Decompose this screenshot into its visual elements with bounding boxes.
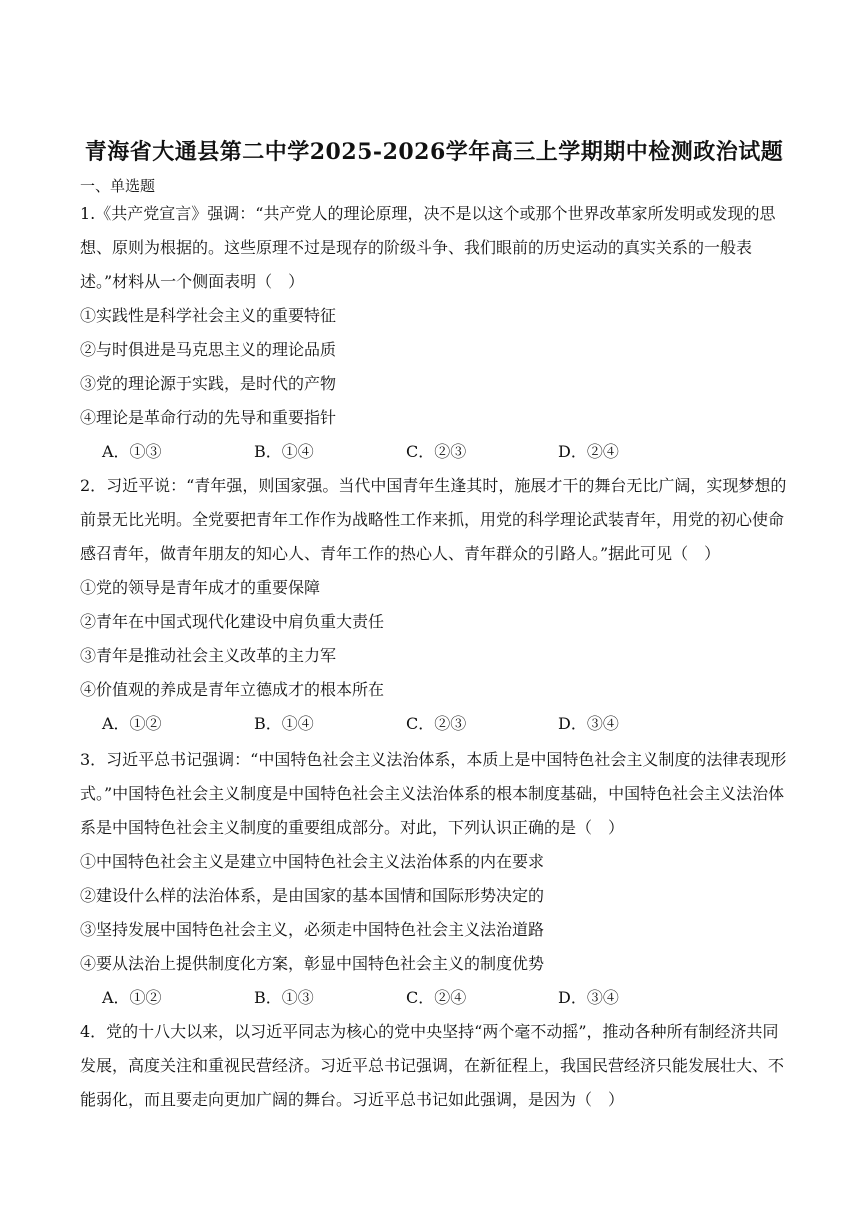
answer-choices [80, 435, 792, 469]
question-1 [80, 197, 792, 469]
question-3 [80, 743, 792, 1015]
question-stem: 4．党的十八大以来，以习近平同志为核心的党中央坚持“两个毫不动摇”，推动各种所有制经济共同发展，高度关注和重视民营经济。习近平总书记强调，在新征程上，我国民营经济只能发展壮大、不能弱化，而且要走向更加广阔的舞台。习近平总书记如此强调，是因为（ ） [80, 1022, 785, 1109]
question-stem: 1.《共产党宣言》强调：“共产党人的理论原理，决不是以这个或那个世界改革家所发明或发现的思想、原则为根据的。这些原理不过是现存的阶级斗争、我们眼前的历史运动的真实关系的一般表述。”材料从一个侧面表明（ ） [80, 204, 776, 291]
choice-d[interactable]: D．③④ [558, 714, 619, 733]
statement-item: ①党的领导是青年成才的重要保障 [80, 578, 321, 597]
question-stem: 2．习近平说：“青年强，则国家强。当代中国青年生逢其时，施展才干的舞台无比广阔，实现梦想的前景无比光明。全党要把青年工作作为战略性工作来抓，用党的科学理论武装青年，用党的初心使命感召青年，做青年朋友的知心人、青年工作的热心人、青年群众的引路人。”据此可见（ ） [80, 476, 787, 563]
choice-d[interactable]: D．③④ [558, 988, 619, 1007]
answer-choices [80, 981, 792, 1015]
statement-item: ②建设什么样的法治体系，是由国家的基本国情和国际形势决定的 [80, 886, 545, 905]
question-2 [80, 469, 792, 741]
choice-a[interactable]: A．①② [102, 714, 162, 733]
statement-item: ①中国特色社会主义是建立中国特色社会主义法治体系的内在要求 [80, 852, 545, 871]
question-4 [80, 1015, 792, 1117]
page-title: 青海省大通县第二中学2025-2026学年高三上学期期中检测政治试题 [84, 139, 784, 165]
choice-b[interactable]: B．①④ [254, 714, 314, 733]
choice-b[interactable]: B．①④ [254, 442, 314, 461]
statement-item: ②与时俱进是马克思主义的理论品质 [80, 340, 337, 359]
section-heading: 一、单选题 [80, 177, 156, 195]
choice-d[interactable]: D．②④ [558, 442, 619, 461]
statement-item: ④价值观的养成是青年立德成才的根本所在 [80, 680, 385, 699]
statement-item: ③党的理论源于实践，是时代的产物 [80, 374, 337, 393]
statement-item: ①实践性是科学社会主义的重要特征 [80, 306, 337, 325]
choice-c[interactable]: C．②③ [406, 714, 467, 733]
answer-choices [80, 707, 792, 741]
statement-item: ④要从法治上提供制度化方案，彰显中国特色社会主义的制度优势 [80, 954, 545, 973]
statement-item: ④理论是革命行动的先导和重要指针 [80, 408, 337, 427]
choice-c[interactable]: C．②③ [406, 442, 467, 461]
statement-item: ②青年在中国式现代化建设中肩负重大责任 [80, 612, 385, 631]
choice-b[interactable]: B．①③ [254, 988, 314, 1007]
statement-item: ③青年是推动社会主义改革的主力军 [80, 646, 337, 665]
statement-item: ③坚持发展中国特色社会主义，必须走中国特色社会主义法治道路 [80, 920, 545, 939]
choice-c[interactable]: C．②④ [406, 988, 467, 1007]
choice-a[interactable]: A．①③ [102, 442, 162, 461]
question-stem: 3．习近平总书记强调：“中国特色社会主义法治体系，本质上是中国特色社会主义制度的法律表现形式。”中国特色社会主义制度是中国特色社会主义法治体系的根本制度基础，中国特色社会主义法治体系是中国特色社会主义制度的重要组成部分。对此，下列认识正确的是（ ） [80, 750, 787, 837]
choice-a[interactable]: A．①② [102, 988, 162, 1007]
